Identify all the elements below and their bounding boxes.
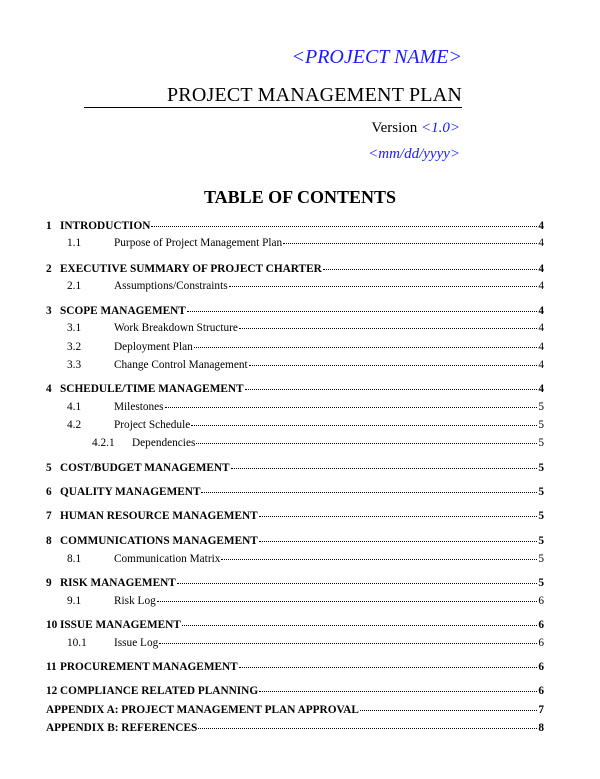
toc-entry-page: 6 bbox=[538, 661, 544, 673]
toc-entry-title: APPENDIX B: REFERENCES bbox=[46, 722, 198, 734]
toc-entry-number: 1.1 bbox=[67, 237, 82, 249]
toc-entry[interactable] bbox=[46, 684, 544, 698]
toc-entry-page: 4 bbox=[538, 280, 544, 292]
toc-leader bbox=[194, 346, 538, 348]
toc-entry-title: SCOPE MANAGEMENT bbox=[60, 305, 186, 317]
toc-entry-page: 5 bbox=[538, 462, 544, 474]
toc-entry-page: 6 bbox=[538, 595, 544, 607]
toc-entry[interactable] bbox=[46, 304, 544, 318]
toc-entry-page: 4 bbox=[538, 237, 544, 249]
toc-entry-number: 3.3 bbox=[67, 359, 82, 371]
toc-entry-number: 3.2 bbox=[67, 341, 82, 353]
toc-leader bbox=[239, 327, 537, 329]
toc-entry-page: 4 bbox=[538, 341, 544, 353]
toc-entry-number: 4.1 bbox=[67, 401, 82, 413]
toc-entry[interactable] bbox=[46, 485, 544, 499]
toc-leader bbox=[159, 642, 537, 644]
toc-entry[interactable] bbox=[46, 400, 544, 414]
toc-entry-title: Dependencies bbox=[132, 437, 196, 449]
toc-entry-number: 8 bbox=[46, 535, 52, 547]
toc-entry-title: INTRODUCTION bbox=[60, 220, 151, 232]
toc-leader bbox=[182, 624, 538, 626]
toc-entry-page: 6 bbox=[538, 685, 544, 697]
toc-entry-title: PROCUREMENT MANAGEMENT bbox=[60, 661, 238, 673]
toc-leader bbox=[229, 285, 538, 287]
toc-entry-page: 4 bbox=[538, 305, 544, 317]
toc-entry-page: 5 bbox=[538, 510, 544, 522]
toc-entry[interactable] bbox=[46, 279, 544, 293]
toc-leader bbox=[201, 491, 537, 493]
toc-entry-page: 5 bbox=[538, 553, 544, 565]
toc-leader bbox=[259, 690, 537, 692]
toc-entry-number: 3.1 bbox=[67, 322, 82, 334]
toc-leader bbox=[249, 364, 538, 366]
toc-entry[interactable] bbox=[46, 594, 544, 608]
toc-entry-number: 12 bbox=[46, 685, 58, 697]
document-date: <mm/dd/yyyy> bbox=[368, 146, 460, 162]
toc-leader bbox=[191, 424, 537, 426]
toc-entry-number: 3 bbox=[46, 305, 52, 317]
toc-entry-title: COST/BUDGET MANAGEMENT bbox=[60, 462, 230, 474]
toc-entry-number: 1 bbox=[46, 220, 52, 232]
toc-entry-number: 8.1 bbox=[67, 553, 82, 565]
toc-entry-title: Communication Matrix bbox=[114, 553, 221, 565]
toc-entry-title: Change Control Management bbox=[114, 359, 248, 371]
toc-leader bbox=[259, 515, 538, 517]
toc-entry-number: 2 bbox=[46, 263, 52, 275]
toc-entry[interactable] bbox=[46, 509, 544, 523]
toc-entry-page: 4 bbox=[538, 322, 544, 334]
toc-leader bbox=[151, 225, 537, 227]
toc-leader bbox=[360, 709, 537, 711]
toc-entry[interactable] bbox=[46, 534, 544, 548]
toc-entry-title: Issue Log bbox=[114, 637, 159, 649]
project-name: <PROJECT NAME> bbox=[291, 46, 462, 68]
toc-entry[interactable] bbox=[46, 660, 544, 674]
toc-entry-title: ISSUE MANAGEMENT bbox=[60, 619, 181, 631]
toc-entry-title: COMMUNICATIONS MANAGEMENT bbox=[60, 535, 258, 547]
version-value: <1.0> bbox=[421, 120, 460, 136]
toc-entry-title: APPENDIX A: PROJECT MANAGEMENT PLAN APPROVAL bbox=[46, 704, 359, 716]
toc-entry-page: 5 bbox=[538, 486, 544, 498]
toc-entry-page: 6 bbox=[538, 619, 544, 631]
toc-leader bbox=[187, 310, 538, 312]
toc-entry[interactable] bbox=[46, 236, 544, 250]
toc-entry-number: 9.1 bbox=[67, 595, 82, 607]
toc-title: TABLE OF CONTENTS bbox=[203, 187, 397, 207]
toc-entry-title: Risk Log bbox=[114, 595, 156, 607]
toc-entry-appendix[interactable] bbox=[46, 721, 544, 735]
toc-entry-number: 11 bbox=[46, 661, 57, 673]
toc-entry-page: 5 bbox=[538, 419, 544, 431]
toc-entry-page: 8 bbox=[538, 722, 544, 734]
toc-entry-number: 10.1 bbox=[67, 637, 87, 649]
toc-entry-page: 7 bbox=[538, 704, 544, 716]
toc-entry-title: Work Breakdown Structure bbox=[114, 322, 238, 334]
toc-entry-appendix[interactable] bbox=[46, 703, 544, 717]
toc-leader bbox=[283, 242, 537, 244]
toc-entry-title: SCHEDULE/TIME MANAGEMENT bbox=[60, 383, 244, 395]
toc-entry[interactable] bbox=[46, 636, 544, 650]
toc-entry-title: EXECUTIVE SUMMARY OF PROJECT CHARTER bbox=[60, 263, 322, 275]
toc-entry[interactable] bbox=[46, 340, 544, 354]
toc-entry-number: 7 bbox=[46, 510, 52, 522]
toc-entry[interactable] bbox=[46, 321, 544, 335]
toc-entry-page: 5 bbox=[538, 401, 544, 413]
toc-entry[interactable] bbox=[46, 418, 544, 432]
toc-leader bbox=[231, 467, 538, 469]
toc-leader bbox=[239, 666, 538, 668]
toc-entry[interactable] bbox=[46, 436, 544, 450]
toc-entry-number: 4.2 bbox=[67, 419, 82, 431]
toc-entry-page: 4 bbox=[538, 263, 544, 275]
toc-entry-page: 4 bbox=[538, 220, 544, 232]
toc-leader bbox=[323, 268, 538, 270]
toc-leader bbox=[157, 600, 538, 602]
toc-entry-page: 5 bbox=[538, 437, 544, 449]
toc-entry[interactable] bbox=[46, 552, 544, 566]
toc-entry-title: RISK MANAGEMENT bbox=[60, 577, 176, 589]
toc-leader bbox=[177, 582, 538, 584]
toc-entry[interactable] bbox=[46, 358, 544, 372]
toc-entry[interactable] bbox=[46, 576, 544, 590]
toc-entry-page: 4 bbox=[538, 383, 544, 395]
toc-entry-title: Purpose of Project Management Plan bbox=[114, 237, 283, 249]
toc-entry-number: 2.1 bbox=[67, 280, 82, 292]
toc-leader bbox=[196, 442, 537, 444]
toc-entry[interactable] bbox=[46, 262, 544, 276]
plan-title: PROJECT MANAGEMENT PLAN bbox=[166, 84, 462, 106]
toc-entry-number: 9 bbox=[46, 577, 52, 589]
toc-entry-number: 4.2.1 bbox=[92, 437, 115, 449]
toc-entry-page: 5 bbox=[538, 535, 544, 547]
toc-entry[interactable] bbox=[46, 219, 544, 233]
toc-leader bbox=[245, 388, 538, 390]
toc-entry[interactable] bbox=[46, 382, 544, 396]
version-label: Version bbox=[371, 120, 418, 136]
toc-entry[interactable] bbox=[46, 618, 544, 632]
toc-leader bbox=[221, 558, 537, 560]
toc-entry-title: Project Schedule bbox=[114, 419, 191, 431]
toc-entry-title: QUALITY MANAGEMENT bbox=[60, 486, 201, 498]
toc-entry-title: Deployment Plan bbox=[114, 341, 193, 353]
toc-leader bbox=[259, 540, 538, 542]
toc-entry-page: 4 bbox=[538, 359, 544, 371]
toc-entry-number: 4 bbox=[46, 383, 52, 395]
toc-entry[interactable] bbox=[46, 461, 544, 475]
toc-entry-title: Milestones bbox=[114, 401, 164, 413]
toc-entry-title: HUMAN RESOURCE MANAGEMENT bbox=[60, 510, 258, 522]
toc-entry-number: 6 bbox=[46, 486, 52, 498]
toc-leader bbox=[165, 406, 538, 408]
toc-entry-title: COMPLIANCE RELATED PLANNING bbox=[60, 685, 259, 697]
toc-entry-page: 5 bbox=[538, 577, 544, 589]
toc-leader bbox=[198, 727, 537, 729]
toc-entry-number: 5 bbox=[46, 462, 52, 474]
toc-entry-title: Assumptions/Constraints bbox=[114, 280, 228, 292]
toc-entry-number: 10 bbox=[46, 619, 58, 631]
toc-entry-page: 6 bbox=[538, 637, 544, 649]
